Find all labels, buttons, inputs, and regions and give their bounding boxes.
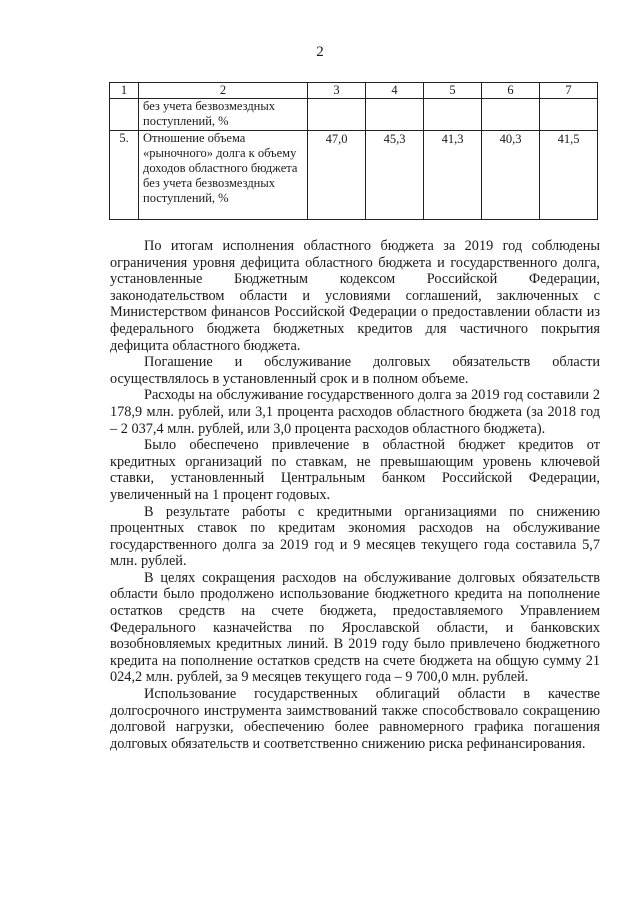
paragraph: В целях сокращения расходов на обслуживание долговых обязательств области было продолжено использование бюджетного кредита на пополнение остатков средств на счете бюджета, предоставляемого Управлением Федерального казначейства по Ярославской области, и банковских возобновляемых кредитных линий. В 2019 году было привлечено бюджетного кредита на пополнение остатков средств на счете бюджета на общую сумму 21 024,2 млн. рублей, за 9 месяцев текущего года – 9 700,0 млн. рублей. [110,569,600,686]
table-header-cell: 7 [540,83,598,99]
paragraph: В результате работы с кредитными организациями по снижению процентных ставок по кредитам экономия расходов на обслуживание государственного долга за 2019 год и 9 месяцев текущего года составила 5,7 млн. рублей. [110,503,600,570]
value-cell: 41,5 [540,131,598,220]
value-cell [540,99,598,131]
table-header-cell: 2 [139,83,308,99]
value-cell [424,99,482,131]
table-header-cell: 6 [482,83,540,99]
value-cell: 47,0 [308,131,366,220]
table-header-cell: 1 [110,83,139,99]
paragraph: По итогам исполнения областного бюджета за 2019 год соблюдены ограничения уровня дефицита областного бюджета и государственного долга, установленные Бюджетным кодексом Российской Федерации, законодательством области и условиями соглашений, заключенных с Министерством финансов Российской Федерации о предоставлении области из федерального бюджета бюджетных кредитов для частичного покрытия дефицита областного бюджета. [110,238,600,354]
row-number: 5. [110,131,139,220]
table-header-row [110,83,598,99]
value-cell [482,99,540,131]
table-header-cell: 5 [424,83,482,99]
table-header-cell: 4 [366,83,424,99]
value-cell [308,99,366,131]
paragraph: Расходы на обслуживание государственного долга за 2019 год составили 2 178,9 млн. рублей, или 3,1 процента расходов областного бюджета (за 2018 год – 2 037,4 млн. рублей, или 3,0 процента расходов областного бюджета). [110,387,600,437]
paragraph: Использование государственных облигаций области в качестве долгосрочного инструмента заимствований также способствовало сокращению долговой нагрузки, обеспечению более равномерного графика погашения долговых обязательств и соответственно снижению риска рефинансирования. [110,686,600,752]
table-header-cell: 3 [308,83,366,99]
page-number: 2 [316,44,324,60]
paragraph: Погашение и обслуживание долговых обязательств области осуществлялось в установленный срок и в полном объеме. [110,354,600,387]
value-cell: 40,3 [482,131,540,220]
paragraph: Было обеспечено привлечение в областной бюджет кредитов от кредитных организаций по ставкам, не превышающим уровень ключевой ставки, установленный Центральным банком Российской Федерации, увеличенный на 1 процент годовых. [110,437,600,503]
value-cell: 41,3 [424,131,482,220]
indicator-name: Отношение объема «рыночного» долга к объему доходов областного бюджета без учета безвозмездных поступлений, % [139,131,308,220]
table-row [110,131,598,220]
indicator-name: без учета безвозмездных поступлений, % [139,99,308,131]
value-cell [366,99,424,131]
value-cell: 45,3 [366,131,424,220]
indicators-table [109,82,598,220]
table-row [110,99,598,131]
body-text [110,238,600,752]
row-number [110,99,139,131]
